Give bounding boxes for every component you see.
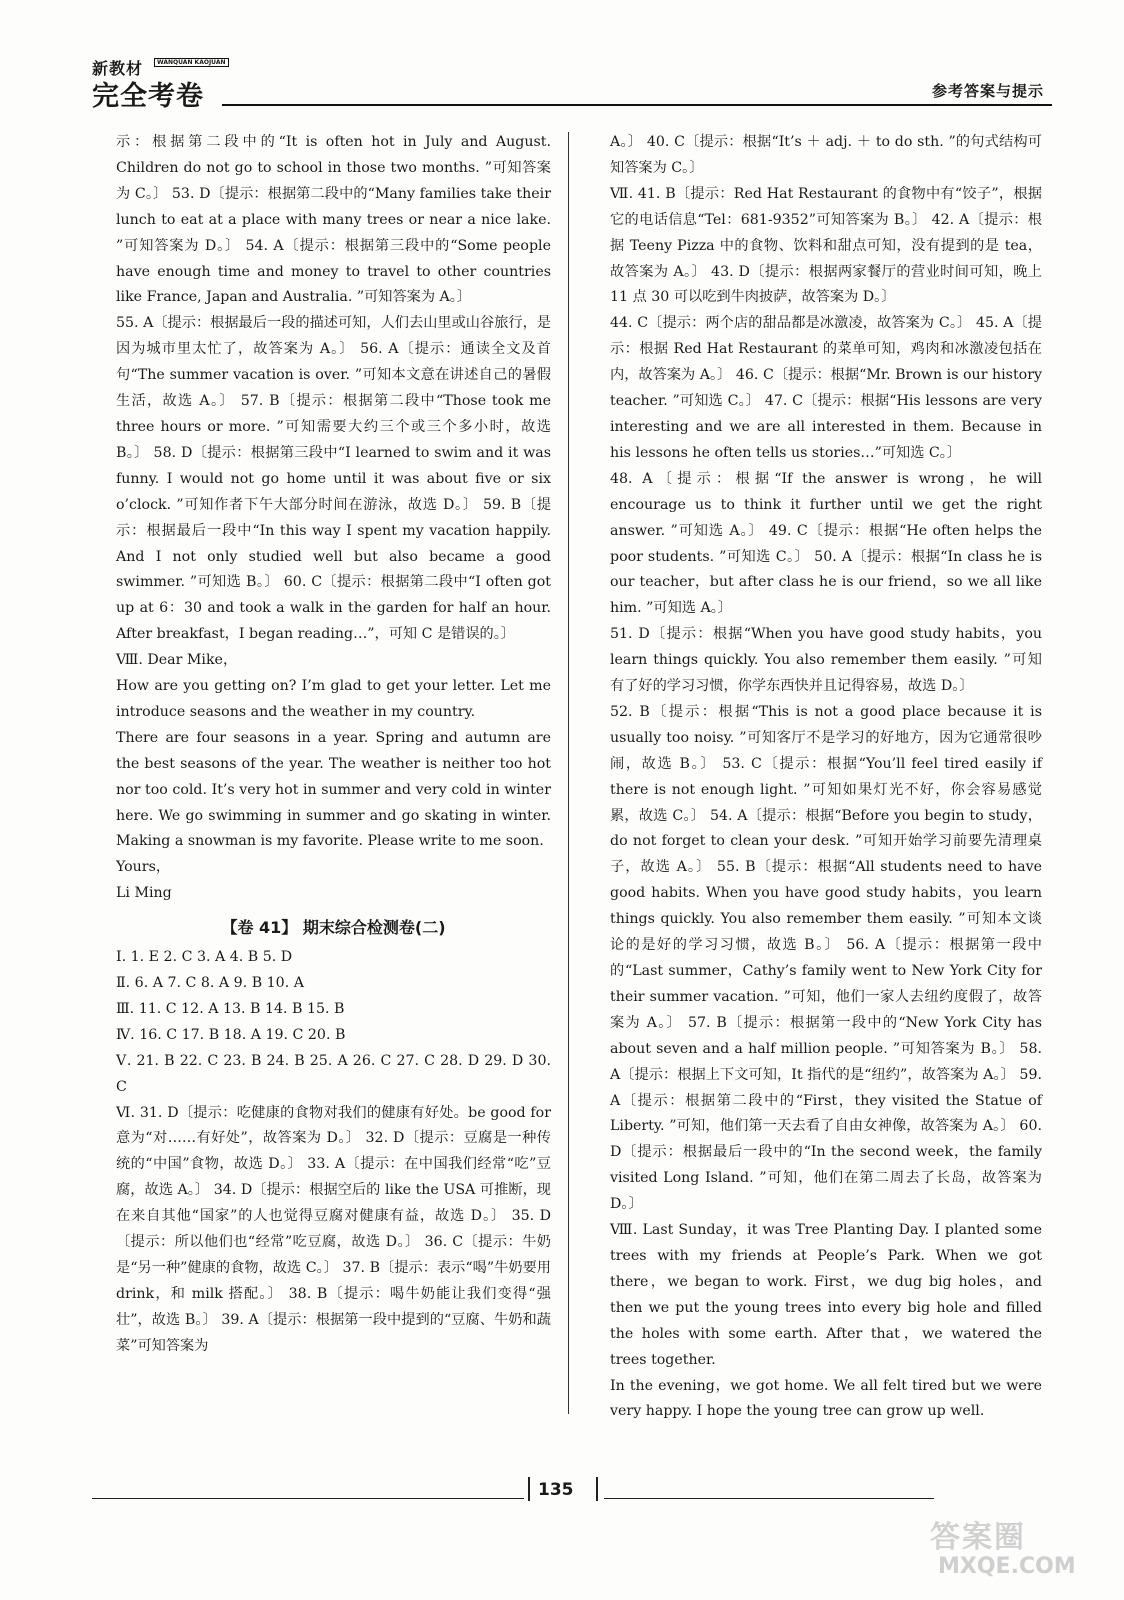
page-header <box>92 56 1052 112</box>
footer-rule-right <box>604 1498 934 1499</box>
letter-closing: Yours， <box>116 859 171 876</box>
answer-line: Ⅳ. 16. C 17. B 18. A 19. C 20. B <box>116 1026 346 1043</box>
letter-signature: Li Ming <box>116 885 172 902</box>
composition-paragraph: In the evening，we got home. We all felt tired but we were very happy. I hope the young tree can grow up well. <box>610 1377 1042 1420</box>
answer-paragraph: 48. A〔提示：根据“If the answer is wrong，he will encourage us to think it further until we get the right answer. ”可知选 A。〕 49. C〔提示：根据“He often helps the poor students. ”可知选 C。〕 50. A〔提示：根据“In class he is our teacher，but after class he is our friend，so we all like him. ”可知选 A。〕 <box>610 470 1042 617</box>
logo-badge: WANQUAN KAOJUAN <box>154 58 229 67</box>
header-rule <box>222 104 1052 106</box>
right-column <box>610 130 1042 1425</box>
answer-paragraph: Ⅵ. 31. D〔提示：吃健康的食物对我们的健康有好处。be good for 意为“对……有好处”，故答案为 D。〕 32. D〔提示：豆腐是一种传统的“中国”食物，故选 D。〕 33. A〔提示：在中国我们经常“吃”豆腐，故选 A。〕 34. D〔提示：根据空后的 like the USA 可推断，现在来自其他“国家”的人也觉得豆腐对健康有益，故选 D。〕 35. D〔提示：所以他们也“经常”吃豆腐，故选 D。〕 36. C〔提示：牛奶是“另一种”健康的食物，故选 C。〕 37. B〔提示：表示“喝”牛奶要用 drink，和 milk 搭配。〕 38. B〔提示：喝牛奶能让我们变得“强壮”，故选 B。〕 39. A〔提示：根据第一段中提到的“豆腐、牛奶和蔬菜”可知答案为 <box>116 1104 551 1354</box>
answer-line: Ⅴ. 21. B 22. C 23. B 24. B 25. A 26. C 27. C 28. D 29. D 30. C <box>116 1052 551 1095</box>
page-number-bar-right <box>596 1477 598 1501</box>
logo-subtitle: 新教材 <box>92 59 144 78</box>
answer-paragraph: Ⅶ. 41. B〔提示：Red Hat Restaurant 的食物中有“饺子”，根据它的电话信息“Tel：681-9352”可知答案为 B。〕 42. A〔提示：根据 Teeny Pizza 中的食物、饮料和甜点可知，没有提到的是 tea，故答案为 A。〕 43. D〔提示：根据两家餐厅的营业时间可知，晚上 11 点 30 可以吃到牛肉披萨，故答案为 D。〕 <box>610 185 1042 306</box>
watermark-url: MXQE.COM <box>938 1554 1076 1579</box>
answer-paragraph: 44. C〔提示：两个店的甜品都是冰激凌，故答案为 C。〕 45. A〔提示：根据 Red Hat Restaurant 的菜单可知，鸡肉和冰激凌包括在内，故答案为 A。〕 46. C〔提示：根据“Mr. Brown is our history teacher. ”可知选 C。〕 47. C〔提示：根据“His lessons are very interesting and we are all interested in them. Because in his lessons he often tells us stories…”可知选 C。〕 <box>610 315 1042 461</box>
answer-paragraph: 51. D〔提示：根据“When you have good study habits，you learn things quickly. You also remember them easily. ”可知有了好的学习习惯，你学东西快并且记得容易，故选 D。〕 <box>610 626 1042 695</box>
section-title: 【卷 41】 期末综合检测卷(二) <box>221 918 446 938</box>
header-section-title: 参考答案与提示 <box>931 82 1044 100</box>
composition-paragraph: Ⅷ. Last Sunday，it was Tree Planting Day. I planted some trees with my friends at People’s Park. When we got there，we began to work. First，we dug big holes，and then we put the young trees into every big hole and filled the holes with some earth. After that，we watered the trees together. <box>610 1222 1042 1368</box>
letter-body: There are four seasons in a year. Spring and autumn are the best seasons of the year. The weather is neither too hot nor too cold. It’s very hot in summer and very cold in winter here. We go swimming in summer and go skating in winter. Making a snowman is my favorite. Please write to me soon. <box>116 729 551 850</box>
answer-line: Ⅱ. 6. A 7. C 8. A 9. B 10. A <box>116 975 304 991</box>
logo-title: 完全考卷 <box>92 81 204 112</box>
answer-paragraph: 55. A〔提示：根据最后一段的描述可知，人们去山里或山谷旅行，是因为城市里太忙了，故答案为 A。〕 56. A〔提示：通读全文及首句“The summer vacation is over. ”可知本文意在讲述自己的暑假生活，故选 A。〕 57. B〔提示：根据第二段中“Those took me three hours or more. ”可知需要大约三个或三个多小时，故选 B。〕 58. D〔提示：根据第三段中“I learned to swim and it was funny. I would not go home until it was about five or six o’clock. ”可知作者下午大部分时间在游泳，故选 D。〕 59. B〔提示：根据最后一段中“In this way I spent my vacation happily. And I not only studied well but also became a good swimmer. ”可知选 B。〕 60. C〔提示：根据第二段中“I often got up at 6：30 and took a walk in the garden for half an hour. After breakfast，I began reading…”，可知 C 是错误的。〕 <box>116 315 551 643</box>
footer-rule-left <box>92 1498 524 1499</box>
answer-paragraph: 示：根据第二段中的“It is often hot in July and August. Children do not go to school in those two months. ”可知答案为 C。〕 53. D〔提示：根据第二段中的“Many families take their lunch to eat at a place with many trees or near a nice lake. ”可知答案为 D。〕 54. A〔提示：根据第三段中的“Some people have enough time and money to travel to other countries like France, Japan and Australia. ”可知答案为 A。〕 <box>116 134 551 306</box>
answer-line: Ⅰ. 1. E 2. C 3. A 4. B 5. D <box>116 949 293 966</box>
letter-salutation: Ⅷ. Dear Mike， <box>116 652 238 669</box>
page-number-bar-left <box>528 1477 530 1501</box>
page-number: 135 <box>538 1480 574 1500</box>
watermark-logo: 答案圈 <box>930 1520 1026 1555</box>
letter-body: How are you getting on? I’m glad to get your letter. Let me introduce seasons and the weather in my country. <box>116 678 551 720</box>
column-divider <box>568 132 569 1414</box>
left-column <box>116 130 551 1360</box>
answer-paragraph: 52. B〔提示：根据“This is not a good place because it is usually too noisy. ”可知客厅不是学习的好地方，因为它通常很吵闹，故选 B。〕 53. C〔提示：根据“You’ll feel tired easily if there is not enough light. ”可知如果灯光不好，你会容易感觉累，故选 C。〕 54. A〔提示：根据“Before you begin to study，do not forget to clean your desk. ”可知开始学习前要先清理桌子，故选 A。〕 55. B〔提示：根据“All students need to have good habits. When you have good study habits，you learn things quickly. You also remember them easily. ”可知本文谈论的是好的学习习惯，故选 B。〕 56. A〔提示：根据第一段中的“Last summer，Cathy’s family went to New York City for their summer vacation. ”可知，他们一家人去纽约度假了，故答案为 A。〕 57. B〔提示：根据第一段中的“New York City has about seven and a half million people. ”可知答案为 B。〕 58. A〔提示：根据上下文可知，It 指代的是“纽约”，故答案为 A。〕 59. A〔提示：根据第二段中的“First，they visited the Statue of Liberty. ”可知，他们第一天去看了自由女神像，故答案为 A。〕 60. D〔提示：根据最后一段中的“In the second week，the family visited Long Island. ”可知，他们在第二周去了长岛，故答案为 D。〕 <box>610 703 1042 1213</box>
watermark <box>930 1512 1090 1592</box>
answer-paragraph: A。〕 40. C〔提示：根据“It’s ＋ adj. ＋ to do sth. ”的句式结构可知答案为 C。〕 <box>610 134 1042 176</box>
answer-line: Ⅲ. 11. C 12. A 13. B 14. B 15. B <box>116 1000 345 1017</box>
